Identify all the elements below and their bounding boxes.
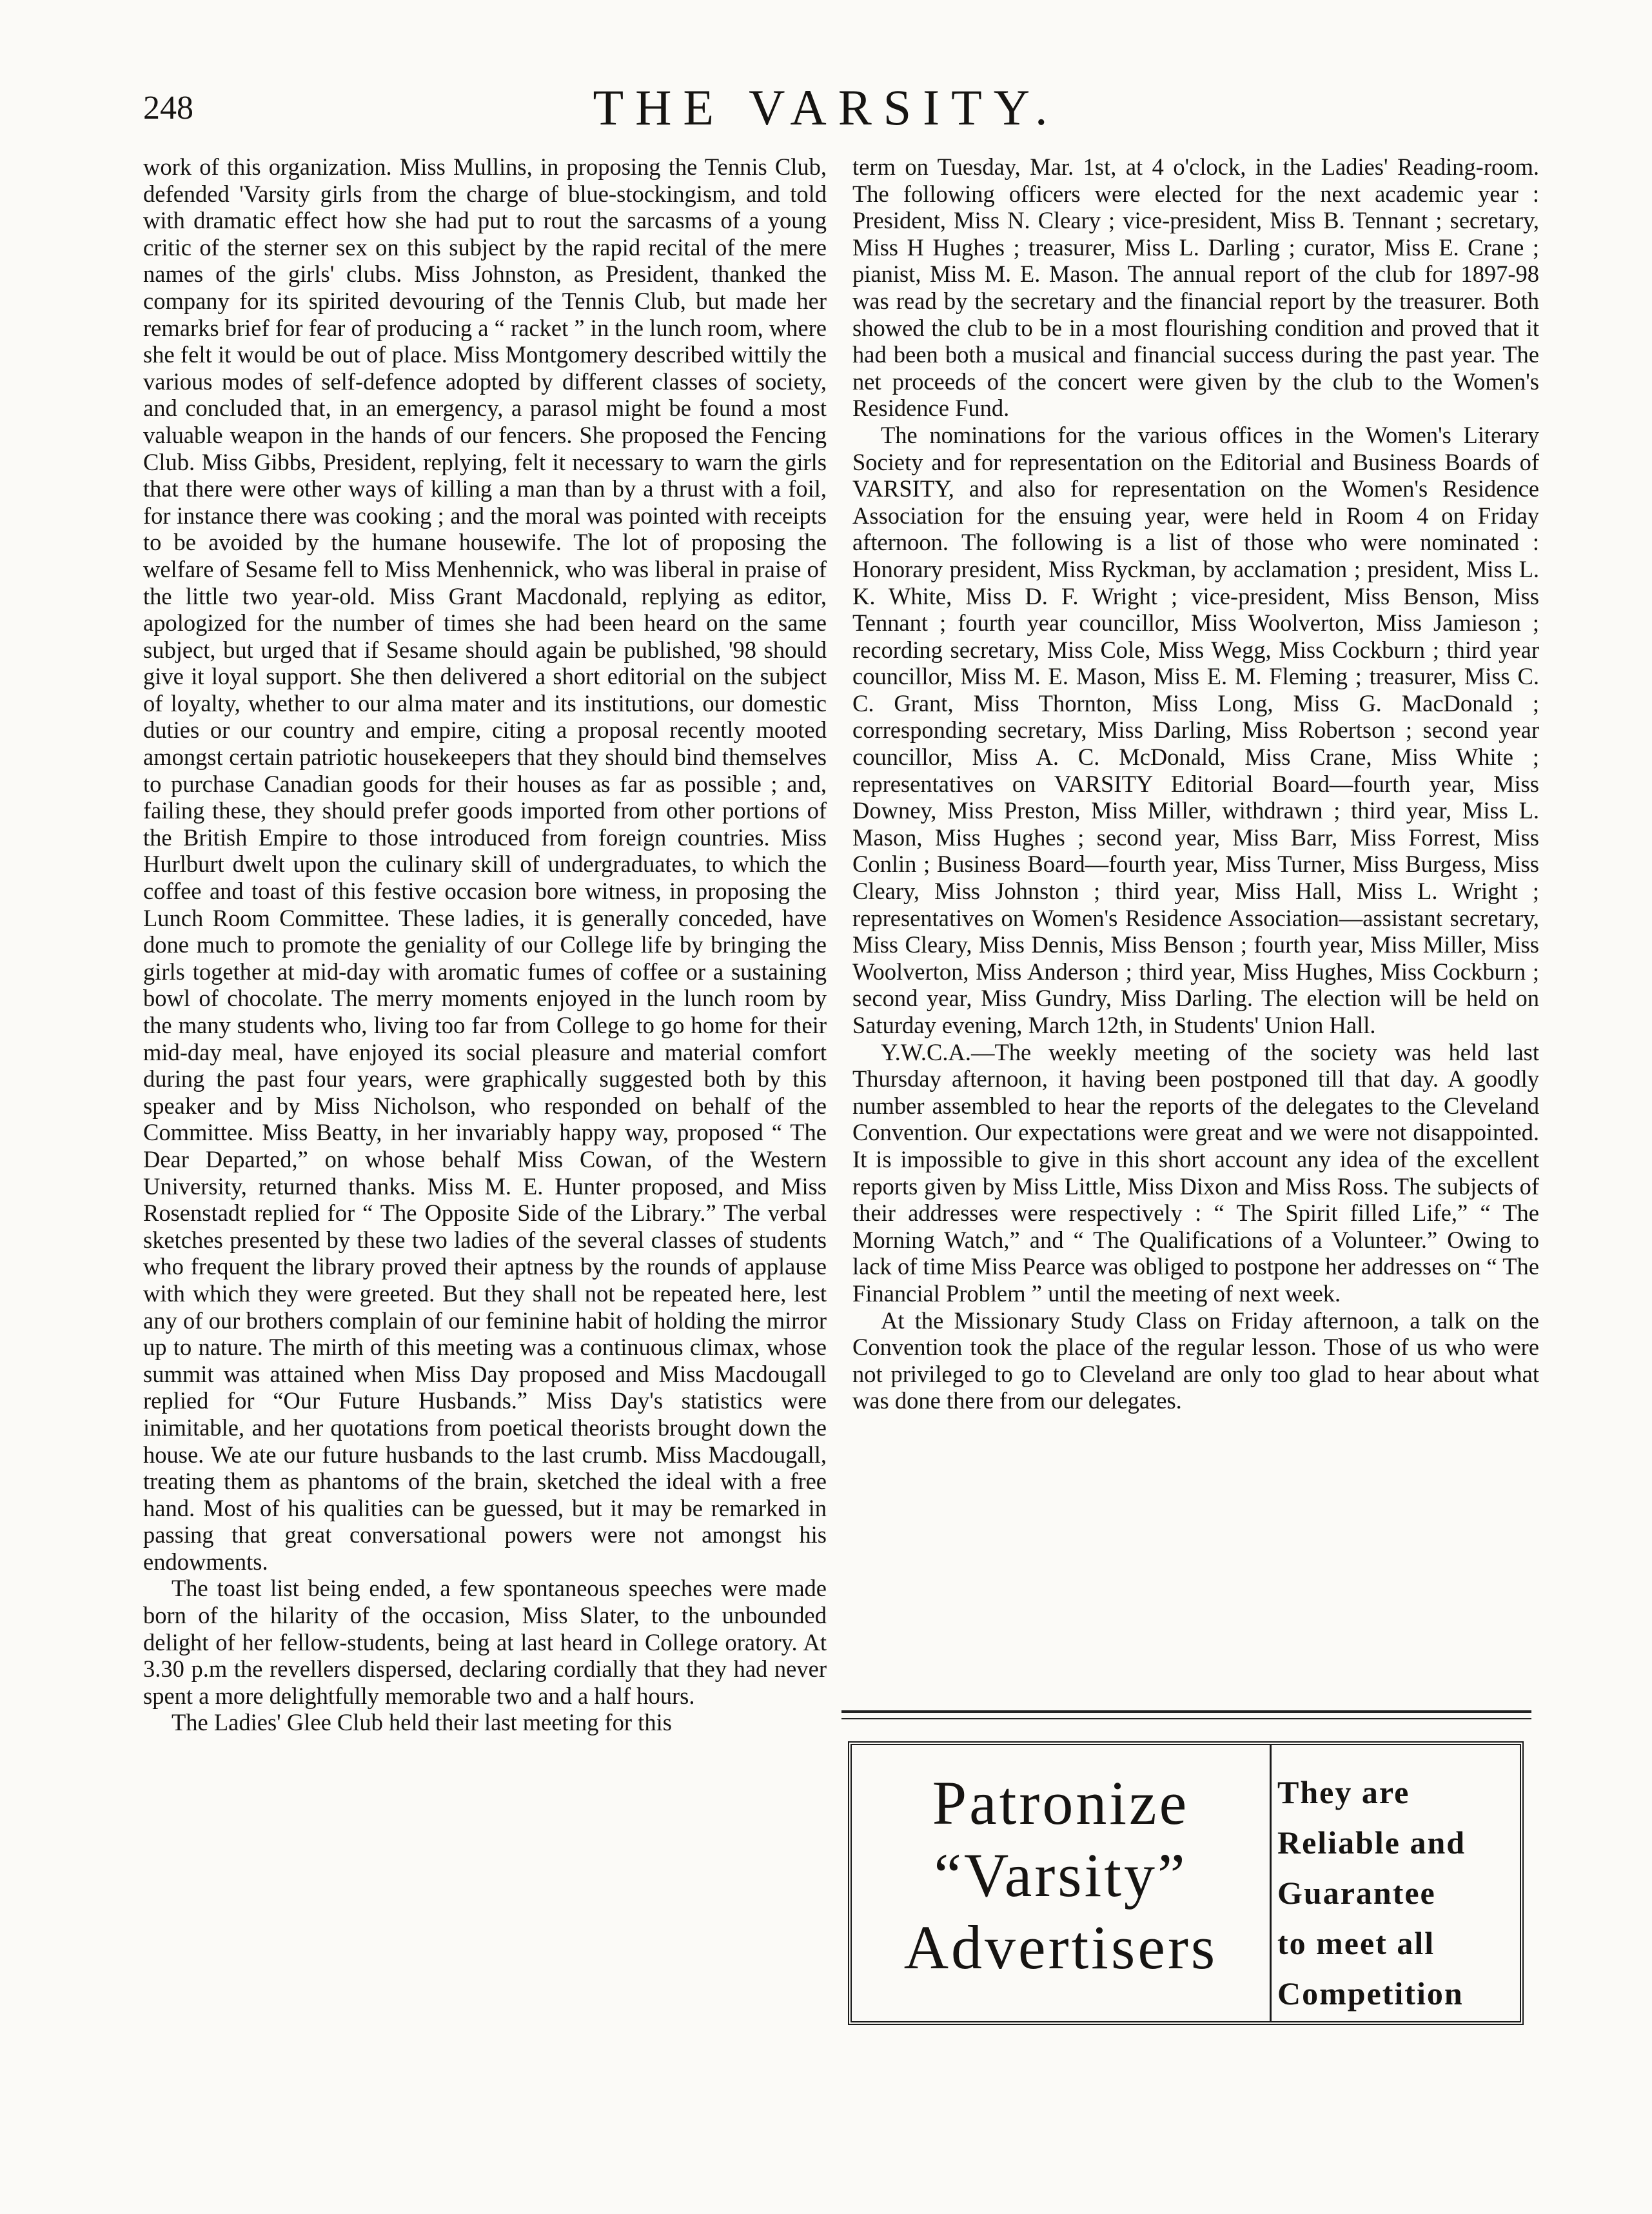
left-paragraph-2: The toast list being ended, a few spontaneous speeches were made born of the hilarity of the occasion, Miss Slater, to the unbounded delight of her fellow-students, being at last heard in College oratory. At 3.30 p.m the revellers dispersed, declaring cordially that they had never spent a more delightfully memorable two and a half hours. bbox=[143, 1575, 827, 1709]
ad-right-line-4: to meet all bbox=[1277, 1925, 1435, 1961]
advertisement-right-panel bbox=[1277, 1745, 1516, 2021]
page-number: 248 bbox=[143, 90, 193, 126]
left-paragraph-1: work of this organization. Miss Mullins, in proposing the Tennis Club, defended 'Varsity girls from the charge of blue-stockingism, and told with dramatic effect how she had put to rout the sarcasms of a young critic of the sterner sex on this subject by the rapid recital of the mere names of the girls' clubs. Miss Johnston, as President, thanked the company for its spirited devouring of the Tennis Club, but made her remarks brief for fear of producing a “ racket ” in the lunch room, where she felt it would be out of place. Miss Montgomery described wittily the various modes of self-defence adopted by different classes of society, and concluded that, in an emergency, a parasol might be found a most valuable weapon in the hands of our fencers. She proposed the Fencing Club. Miss Gibbs, President, replying, felt it necessary to warn the girls that there were other ways of killing a man than by a thrust with a foil, for instance there was cooking ; and the moral was pointed with receipts to be avoided by the humane housewife. The lot of proposing the welfare of Sesame fell to Miss Menhennick, who was liberal in praise of the little two year-old. Miss Grant Macdonald, replying as editor, apologized for the number of times she had been heard on the same subject, but urged that if Sesame should again be published, '98 should give it loyal support. She then delivered a short editorial on the subject of loyalty, whether to our alma mater and its institutions, our domestic duties or our country and empire, citing a proposal recently mooted amongst certain patriotic housekeepers that they should bind themselves to purchase Canadian goods for their houses as far as possible ; and, failing these, they should prefer goods imported from other portions of the British Empire to those introduced from foreign countries. Miss Hurlburt dwelt upon the culinary skill of undergraduates, to which the coffee and toast of this festive occasion bore witness, in proposing the Lunch Room Committee. These ladies, it is generally conceded, have done much to promote the geniality of our College life by bringing the girls together at mid-day with aromatic fumes of coffee or a sustaining bowl of chocolate. The merry moments enjoyed in the lunch room by the many students who, living too far from College to go home for their mid-day meal, have enjoyed its social pleasure and material comfort during the past four years, were graphically suggested both by this speaker and by Miss Nicholson, who responded on behalf of the Committee. Miss Beatty, in her invariably happy way, proposed “ The Dear Departed,” on whose behalf Miss Cowan, of the Western University, returned thanks. Miss M. E. Hunter proposed, and Miss Rosenstadt replied for “ The Opposite Side of the Library.” The verbal sketches presented by these two ladies of the several classes of students who frequent the library proved their aptness by the rounds of applause with which they were greeted. But they shall not be repeated here, lest any of our brothers complain of our feminine habit of holding the mirror up to nature. The mirth of this meeting was a continuous climax, whose summit was attained when Miss Day proposed and Miss Macdougall replied for “Our Future Husbands.” Miss Day's statistics were inimitable, and her quotations from poetical theorists brought down the house. We ate our future husbands to the last crumb. Miss Macdougall, treating them as phantoms of the brain, sketched the ideal with a free hand. Most of his qualities can be guessed, but it may be remarked in passing that great conversational powers were not amongst his endowments. bbox=[143, 153, 827, 1575]
ad-right-line-3: Guarantee bbox=[1277, 1875, 1436, 1911]
advertisement-box bbox=[848, 1741, 1524, 2025]
ad-right-line-2: Reliable and bbox=[1277, 1824, 1466, 1861]
left-paragraph-3: The Ladies' Glee Club held their last meeting for this bbox=[172, 1709, 672, 1736]
ad-line-patronize: Patronize bbox=[932, 1768, 1190, 1837]
right-column bbox=[852, 153, 1539, 1414]
right-paragraph-2: The nominations for the various offices in the Women's Literary Society and for representation on the Editorial and Business Boards of VARSITY, and also for representation on the Women's Residence Association for the ensuing year, were held in Room 4 on Friday afternoon. The following is a list of those who were nominated : Honorary president, Miss Ryckman, by acclamation ; president, Miss L. K. White, Miss D. F. Wright ; vice-president, Miss Benson, Miss Tennant ; fourth year councillor, Miss Woolverton, Miss Jamieson ; recording secretary, Miss Cole, Miss Wegg, Miss Cockburn ; third year councillor, Miss M. E. Mason, Miss E. M. Fleming ; treasurer, Miss C. C. Grant, Miss Thornton, Miss Long, Miss G. MacDonald ; corresponding secretary, Miss Darling, Miss Robertson ; second year councillor, Miss A. C. McDonald, Miss Crane, Miss White ; representatives on VARSITY Editorial Board—fourth year, Miss Downey, Miss Preston, Miss Miller, withdrawn ; third year, Miss L. Mason, Miss Hughes ; second year, Miss Barr, Miss Forrest, Miss Conlin ; Business Board—fourth year, Miss Turner, Miss Burgess, Miss Cleary, Miss Johnston ; third year, Miss Hall, Miss L. Wright ; representatives on Women's Residence Association—assistant secretary, Miss Cleary, Miss Dennis, Miss Benson ; fourth year, Miss Miller, Miss Woolverton, Miss Anderson ; third year, Miss Hughes, Miss Cockburn ; second year, Miss Gundry, Miss Darling. The election will be held on Saturday evening, March 12th, in Students' Union Hall. bbox=[852, 421, 1539, 1038]
ad-right-line-5: Competition bbox=[1277, 1975, 1464, 2011]
advertisement-left-panel bbox=[852, 1745, 1272, 2021]
section-divider-top bbox=[841, 1710, 1531, 1713]
right-paragraph-4: At the Missionary Study Class on Friday afternoon, a talk on the Convention took the place of the regular lesson. Those of us who were not privileged to go to Cleveland are only too glad to hear about what was done there from our delegates. bbox=[852, 1307, 1539, 1414]
section-divider-bottom bbox=[841, 1718, 1531, 1719]
ad-line-varsity: “Varsity” bbox=[934, 1841, 1188, 1910]
right-paragraph-3: Y.W.C.A.—The weekly meeting of the society was held last Thursday afternoon, it having been postponed till that day. A goodly number assembled to hear the reports of the delegates to the Cleveland Convention. Our expectations were great and we were not disappointed. It is impossible to give in this short account any idea of the excellent reports given by Miss Little, Miss Dixon and Miss Ross. The subjects of their addresses were respectively : “ The Spirit filled Life,” “ The Morning Watch,” and “ The Qualifications of a Volunteer.” Owing to lack of time Miss Pearce was obliged to postpone her addresses on “ The Financial Problem ” until the meeting of next week. bbox=[852, 1038, 1539, 1307]
ad-right-line-1: They are bbox=[1277, 1774, 1410, 1810]
right-paragraph-1: term on Tuesday, Mar. 1st, at 4 o'clock, in the Ladies' Reading-room. The following officers were elected for the next academic year : President, Miss N. Cleary ; vice-president, Miss B. Tennant ; secretary, Miss H Hughes ; treasurer, Miss L. Darling ; curator, Miss E. Crane ; pianist, Miss M. E. Mason. The annual report of the club for 1897-98 was read by the secretary and the financial report by the treasurer. Both showed the club to be in a most flourishing condition and proved that it had been both a musical and financial success during the past year. The net proceeds of the concert were given by the club to the Women's Residence Fund. bbox=[852, 153, 1539, 422]
ad-line-advertisers: Advertisers bbox=[903, 1913, 1218, 1982]
masthead: THE VARSITY. bbox=[593, 79, 1059, 135]
left-column bbox=[143, 153, 827, 1736]
